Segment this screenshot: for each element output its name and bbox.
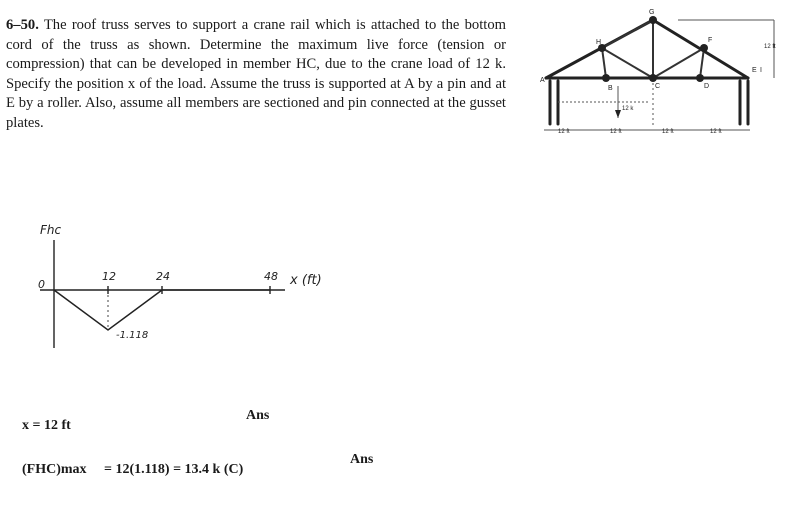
span-label-1: 12 ft: [558, 129, 570, 135]
answer-force: [22, 462, 243, 478]
joint-label-h: H: [596, 39, 602, 46]
force-lhs: (FHC)max: [22, 462, 87, 477]
x-axis-label: x (ft): [290, 273, 322, 288]
force-rhs: = 12(1.118) = 13.4 k (C): [104, 462, 244, 477]
answer-position: [22, 418, 71, 434]
problem-statement: [6, 16, 506, 134]
position-ans-label: Ans: [246, 408, 270, 423]
joint-label-f: F: [708, 37, 713, 44]
joint-label-e: E: [752, 67, 757, 74]
joint-label-g: G: [649, 9, 655, 16]
span-label-3: 12 ft: [662, 129, 674, 135]
joint-label-a: A: [540, 77, 545, 84]
influence-line-graph: [0, 210, 460, 370]
height-label: 12 ft: [764, 44, 776, 50]
x-tick-label-12: 12: [102, 270, 116, 283]
joint-label-c: C: [655, 83, 661, 90]
problem-number: 6–50.: [6, 17, 39, 33]
min-value-label: -1.118: [116, 330, 149, 341]
x-tick-label-48: 48: [264, 270, 278, 283]
truss-figure: [538, 6, 788, 146]
origin-label: 0: [38, 278, 45, 291]
load-label: 12 k: [622, 106, 634, 112]
span-label-2: 12 ft: [610, 129, 622, 135]
force-ans-label: Ans: [350, 452, 374, 467]
joint-label-d: D: [704, 83, 710, 90]
problem-text: The roof truss serves to support a crane rail which is attached to the bottom cord of the truss as shown. Determine the maximum live force (tension or compression) that can be developed in member HC, due to the crane load of 12 k. Specify the position x of the load. Assume the truss is supported at A by a pin and at E by a roller. Also, assume all members are sectioned and pin connected at the gusset plates.: [6, 17, 506, 131]
influence-line-series: [54, 290, 270, 330]
x-tick-label-24: 24: [156, 270, 170, 283]
y-axis-label: Fhc: [40, 223, 62, 237]
span-label-4: 12 ft: [710, 129, 722, 135]
position-answer: x = 12 ft: [22, 418, 71, 433]
joint-label-b: B: [608, 85, 613, 92]
joint-label-i: I: [760, 67, 762, 74]
